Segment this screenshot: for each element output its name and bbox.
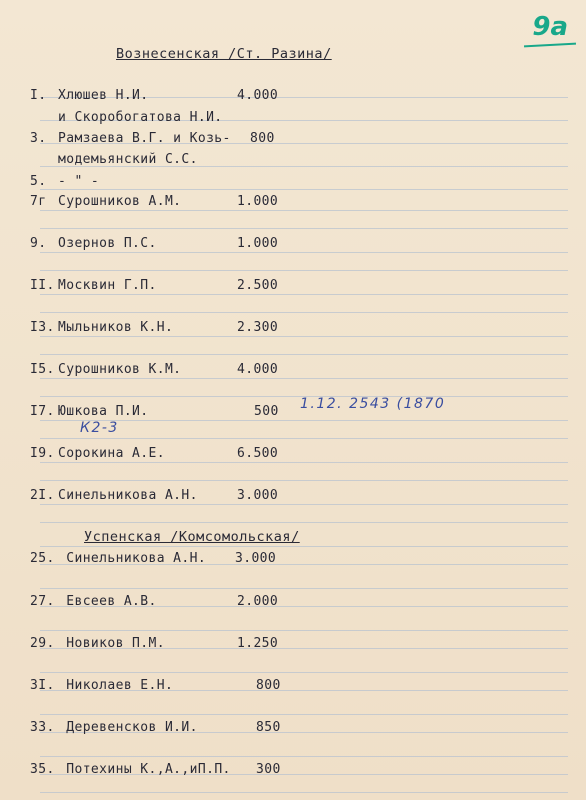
entry-amount: 800 bbox=[256, 678, 281, 693]
entry-amount: 1.250 bbox=[237, 636, 279, 651]
entry-number: 35. bbox=[30, 762, 55, 777]
ruled-line bbox=[40, 504, 568, 505]
list-item bbox=[30, 762, 281, 777]
list-item bbox=[30, 320, 279, 335]
entry-amount: 1.000 bbox=[237, 236, 279, 251]
ruled-line bbox=[40, 189, 568, 190]
entry-name: Евсеев А.В. bbox=[66, 594, 157, 609]
ruled-line bbox=[40, 252, 568, 253]
ruled-line bbox=[40, 270, 568, 271]
ruled-line bbox=[40, 210, 568, 211]
list-item bbox=[30, 174, 99, 189]
entry-number: 29. bbox=[30, 636, 55, 651]
ruled-line bbox=[40, 294, 568, 295]
entry-number: 7г bbox=[30, 194, 47, 209]
entry-name: Николаев Е.Н. bbox=[66, 678, 174, 693]
ruled-line bbox=[40, 714, 568, 715]
list-item bbox=[30, 446, 279, 461]
ruled-line bbox=[40, 672, 568, 673]
entry-number: I5. bbox=[30, 362, 55, 377]
entry-name: Рамзаева В.Г. и Козь- bbox=[58, 131, 231, 146]
entry-name: Синельникова А.Н. bbox=[58, 488, 198, 503]
entry-number: 27. bbox=[30, 594, 55, 609]
ruled-line bbox=[40, 522, 568, 523]
entry-number: 5. bbox=[30, 174, 47, 189]
ruled-line bbox=[40, 630, 568, 631]
handwritten-note: 1.12. 2543 (1870 bbox=[300, 396, 446, 412]
entry-amount: 800 bbox=[250, 131, 275, 146]
entry-amount: 2.300 bbox=[237, 320, 279, 335]
list-item bbox=[30, 362, 279, 377]
page-mark-underline bbox=[524, 43, 576, 48]
entry-amount: 4.000 bbox=[237, 362, 279, 377]
entry-number: 25. bbox=[30, 551, 55, 566]
entry-number: 3I. bbox=[30, 678, 55, 693]
entry-name: и Скоробогатова Н.И. bbox=[58, 110, 223, 125]
entry-name: Деревенсков И.И. bbox=[66, 720, 198, 735]
entry-name: Озернов П.С. bbox=[58, 236, 157, 251]
list-item bbox=[30, 636, 279, 651]
page-mark: 9а bbox=[532, 12, 568, 42]
entry-name: Сорокина А.Е. bbox=[58, 446, 165, 461]
entry-name: - " - bbox=[58, 174, 100, 189]
list-item bbox=[30, 236, 279, 251]
entry-number: II. bbox=[30, 278, 55, 293]
ruled-line bbox=[40, 312, 568, 313]
ruled-line bbox=[40, 462, 568, 463]
entry-name: Москвин Г.П. bbox=[58, 278, 157, 293]
list-item bbox=[30, 88, 279, 103]
entry-name: Юшкова П.И. bbox=[58, 404, 149, 419]
ruled-line bbox=[40, 480, 568, 481]
entry-number: I9. bbox=[30, 446, 55, 461]
ruled-line bbox=[40, 438, 568, 439]
list-item bbox=[30, 110, 223, 125]
ruled-line bbox=[40, 588, 568, 589]
list-item bbox=[30, 194, 279, 209]
list-item bbox=[30, 678, 281, 693]
ruled-line bbox=[40, 546, 568, 547]
list-item bbox=[30, 152, 198, 167]
handwritten-note-sub: К2-3 bbox=[80, 420, 119, 436]
entry-amount: 6.500 bbox=[237, 446, 279, 461]
ruled-line bbox=[40, 792, 568, 793]
entry-amount: 3.000 bbox=[237, 488, 279, 503]
entry-number: I7. bbox=[30, 404, 55, 419]
entry-name: Хлюшев Н.И. bbox=[58, 88, 149, 103]
entry-name: Потехины К.,А.,иП.П. bbox=[66, 762, 231, 777]
entry-amount: 300 bbox=[256, 762, 281, 777]
entry-name: Сурошников К.М. bbox=[58, 362, 182, 377]
entry-amount: 2.000 bbox=[237, 594, 279, 609]
entry-amount: 500 bbox=[254, 404, 279, 419]
ruled-line bbox=[40, 336, 568, 337]
entry-name: Сурошников А.М. bbox=[58, 194, 182, 209]
ruled-line bbox=[40, 420, 568, 421]
section-title-voznesenskaya: Вознесенская /Ст. Разина/ bbox=[116, 46, 332, 62]
entry-name: модемьянский С.С. bbox=[58, 152, 198, 167]
entry-amount: 1.000 bbox=[237, 194, 279, 209]
list-item bbox=[30, 594, 279, 609]
entry-number: I3. bbox=[30, 320, 55, 335]
list-item bbox=[30, 488, 279, 503]
ruled-line bbox=[40, 228, 568, 229]
entry-number: 3. bbox=[30, 131, 47, 146]
section-title-uspenskaya: Успенская /Комсомольская/ bbox=[84, 529, 300, 545]
entry-number: 2I. bbox=[30, 488, 55, 503]
entry-number: 33. bbox=[30, 720, 55, 735]
entry-amount: 3.000 bbox=[235, 551, 277, 566]
list-item bbox=[30, 551, 277, 566]
entry-name: Мыльников К.Н. bbox=[58, 320, 174, 335]
list-item bbox=[30, 404, 279, 419]
entry-amount: 4.000 bbox=[237, 88, 279, 103]
entry-amount: 850 bbox=[256, 720, 281, 735]
ruled-line bbox=[40, 756, 568, 757]
ruled-line bbox=[40, 354, 568, 355]
list-item bbox=[30, 720, 281, 735]
list-item bbox=[30, 278, 279, 293]
entry-amount: 2.500 bbox=[237, 278, 279, 293]
entry-number: 9. bbox=[30, 236, 47, 251]
entry-name: Синельникова А.Н. bbox=[66, 551, 207, 566]
ruled-line bbox=[40, 378, 568, 379]
list-item bbox=[30, 131, 275, 146]
entry-name: Новиков П.М. bbox=[66, 636, 165, 651]
entry-number: I. bbox=[30, 88, 47, 103]
